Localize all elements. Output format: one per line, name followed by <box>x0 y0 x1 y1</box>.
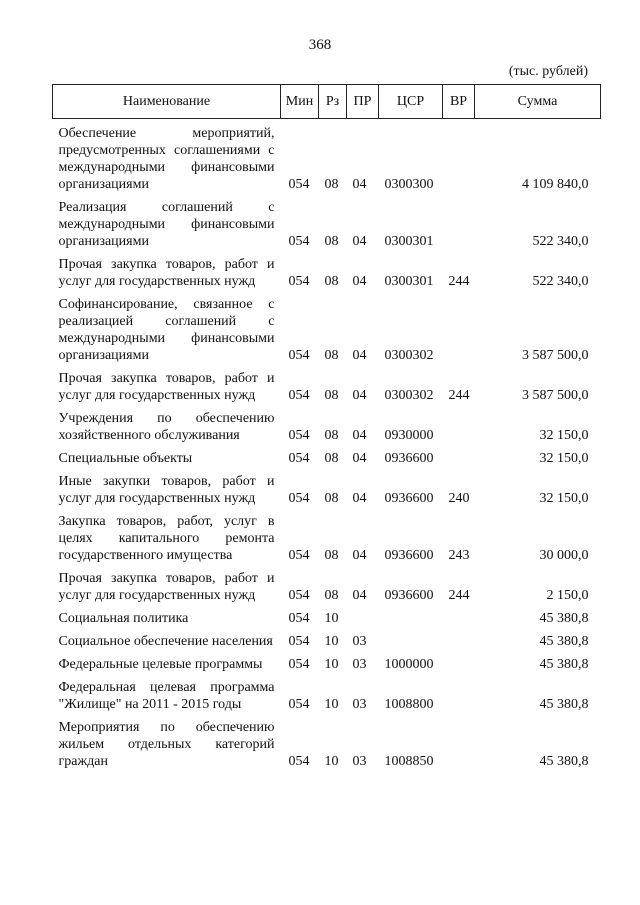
row-vr: 244 <box>448 274 470 289</box>
table-row <box>53 467 601 507</box>
row-min: 054 <box>288 234 310 249</box>
row-rz: 08 <box>324 234 339 249</box>
table-row <box>53 627 601 650</box>
row-vr: 244 <box>448 388 470 403</box>
row-rz: 08 <box>324 348 339 363</box>
row-csr <box>379 604 443 627</box>
row-min: 054 <box>288 548 310 563</box>
row-sum: 2 150,0 <box>546 588 589 603</box>
row-pr <box>347 604 379 627</box>
row-rz: 08 <box>324 428 339 443</box>
row-vr <box>443 290 475 364</box>
table-row <box>53 604 601 627</box>
row-rz: 08 <box>324 548 339 563</box>
row-pr: 04 <box>352 588 367 603</box>
row-csr: 0936600 <box>384 548 434 563</box>
row-vr <box>443 713 475 770</box>
row-sum: 522 340,0 <box>532 274 589 289</box>
row-csr: 0936600 <box>384 588 434 603</box>
row-csr: 0300301 <box>384 274 434 289</box>
table-row <box>53 564 601 604</box>
row-pr: 04 <box>352 491 367 506</box>
row-rz: 08 <box>324 388 339 403</box>
row-min: 054 <box>288 428 310 443</box>
row-min: 054 <box>288 348 310 363</box>
row-pr: 04 <box>352 548 367 563</box>
row-name: Социальное обеспечение населения <box>58 634 273 649</box>
table-row <box>53 290 601 364</box>
row-csr: 1008850 <box>384 754 434 769</box>
row-name: Федеральные целевые программы <box>58 657 263 672</box>
row-name: Прочая закупка товаров, работ и услуг для государственных нужд <box>58 257 275 289</box>
row-sum: 45 380,8 <box>539 611 589 626</box>
row-pr: 03 <box>352 634 367 649</box>
row-min: 054 <box>288 177 310 192</box>
row-name: Специальные объекты <box>58 451 193 466</box>
row-min: 054 <box>288 754 310 769</box>
row-csr: 0300302 <box>384 388 434 403</box>
row-vr <box>443 119 475 194</box>
row-pr: 04 <box>352 348 367 363</box>
row-min: 054 <box>288 634 310 649</box>
row-sum: 522 340,0 <box>532 234 589 249</box>
row-vr <box>443 627 475 650</box>
row-sum: 45 380,8 <box>539 754 589 769</box>
row-name: Учреждения по обеспечению хозяйственного обслуживания <box>58 411 275 443</box>
row-vr: 243 <box>448 548 470 563</box>
row-rz: 08 <box>324 274 339 289</box>
row-rz: 10 <box>324 611 339 626</box>
table-header-row <box>53 85 601 119</box>
table-row <box>53 444 601 467</box>
row-pr: 03 <box>352 754 367 769</box>
row-csr: 0300302 <box>384 348 434 363</box>
row-name: Прочая закупка товаров, работ и услуг для государственных нужд <box>58 571 275 603</box>
row-name: Федеральная целевая программа "Жилище" на 2011 - 2015 годы <box>58 680 275 712</box>
row-min: 054 <box>288 611 310 626</box>
row-rz: 10 <box>324 657 339 672</box>
row-pr: 03 <box>352 657 367 672</box>
row-name: Прочая закупка товаров, работ и услуг для государственных нужд <box>58 371 275 403</box>
table-row <box>53 404 601 444</box>
header-min: Мин <box>281 85 319 119</box>
row-sum: 30 000,0 <box>539 548 589 563</box>
table-row <box>53 193 601 250</box>
row-vr <box>443 673 475 713</box>
row-min: 054 <box>288 388 310 403</box>
header-vr: ВР <box>443 85 475 119</box>
row-rz: 08 <box>324 588 339 603</box>
row-pr: 04 <box>352 388 367 403</box>
row-vr <box>443 650 475 673</box>
row-vr <box>443 604 475 627</box>
row-sum: 32 150,0 <box>539 428 589 443</box>
row-name: Мероприятия по обеспечению жильем отдельных категорий граждан <box>58 720 275 769</box>
row-vr <box>443 404 475 444</box>
table-row <box>53 650 601 673</box>
row-csr: 1008800 <box>384 697 434 712</box>
row-name: Социальная политика <box>58 611 189 626</box>
row-min: 054 <box>288 657 310 672</box>
units-label: (тыс. рублей) <box>508 64 588 79</box>
row-name: Софинансирование, связанное с реализацией соглашений с международными финансовыми организациями <box>58 297 275 363</box>
row-min: 054 <box>288 697 310 712</box>
header-pr: ПР <box>347 85 379 119</box>
row-csr: 0930000 <box>384 428 434 443</box>
row-pr: 04 <box>352 428 367 443</box>
row-sum: 32 150,0 <box>539 451 589 466</box>
table-row <box>53 673 601 713</box>
page-number: 368 <box>308 37 332 53</box>
row-csr <box>379 627 443 650</box>
row-pr: 04 <box>352 177 367 192</box>
row-sum: 3 587 500,0 <box>522 388 589 403</box>
row-vr <box>443 193 475 250</box>
row-vr <box>443 444 475 467</box>
header-rz: Рз <box>319 85 347 119</box>
row-rz: 10 <box>324 697 339 712</box>
row-pr: 04 <box>352 234 367 249</box>
table-row <box>53 713 601 770</box>
row-min: 054 <box>288 588 310 603</box>
row-sum: 32 150,0 <box>539 491 589 506</box>
row-rz: 10 <box>324 754 339 769</box>
header-name: Наименование <box>53 85 281 119</box>
row-min: 054 <box>288 491 310 506</box>
row-name: Обеспечение мероприятий, предусмотренных соглашениями с международными финансовыми организациями <box>58 126 275 192</box>
table-row <box>53 119 601 194</box>
table-row <box>53 507 601 564</box>
row-rz: 08 <box>324 177 339 192</box>
table-row <box>53 364 601 404</box>
row-csr: 0300301 <box>384 234 434 249</box>
row-name: Реализация соглашений с международными финансовыми организациями <box>58 200 275 249</box>
row-csr: 0936600 <box>384 491 434 506</box>
row-pr: 04 <box>352 451 367 466</box>
header-csr: ЦСР <box>379 85 443 119</box>
row-pr: 03 <box>352 697 367 712</box>
row-name: Закупка товаров, работ, услуг в целях капитального ремонта государственного имущества <box>58 514 275 563</box>
header-sum: Сумма <box>475 85 601 119</box>
row-csr: 0936600 <box>384 451 434 466</box>
budget-table <box>52 84 601 770</box>
row-vr: 244 <box>448 588 470 603</box>
row-rz: 10 <box>324 634 339 649</box>
row-min: 054 <box>288 451 310 466</box>
row-sum: 3 587 500,0 <box>522 348 589 363</box>
row-csr: 0300300 <box>384 177 434 192</box>
row-sum: 4 109 840,0 <box>522 177 589 192</box>
row-name: Иные закупки товаров, работ и услуг для государственных нужд <box>58 474 275 506</box>
row-pr: 04 <box>352 274 367 289</box>
row-sum: 45 380,8 <box>539 657 589 672</box>
row-vr: 240 <box>448 491 470 506</box>
row-min: 054 <box>288 274 310 289</box>
row-csr: 1000000 <box>384 657 434 672</box>
row-sum: 45 380,8 <box>539 634 589 649</box>
row-rz: 08 <box>324 491 339 506</box>
row-sum: 45 380,8 <box>539 697 589 712</box>
row-rz: 08 <box>324 451 339 466</box>
table-row <box>53 250 601 290</box>
